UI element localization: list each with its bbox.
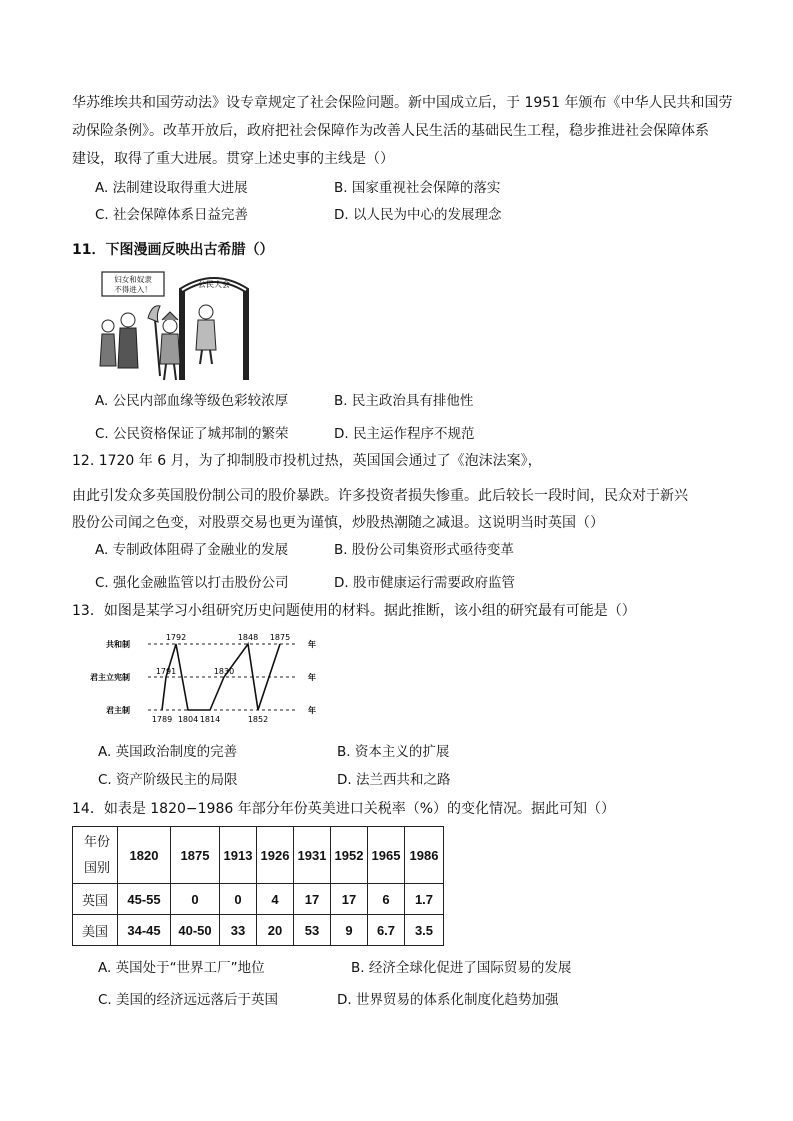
q10-option-d[interactable]: D. 以人民为中心的发展理念 <box>334 207 502 223</box>
q13-option-b[interactable]: B. 资本主义的扩展 <box>337 744 450 760</box>
q10-stem-line1: 华苏维埃共和国劳动法》设专章规定了社会保险问题。新中国成立后，于 1951 年颁布《中华人民共和国劳 <box>72 95 733 111</box>
q14-option-a[interactable]: A. 英国处于“世界工厂”地位 <box>98 960 265 976</box>
table-value-cell: 1.7 <box>405 884 444 915</box>
timeline-year-label: 1791 <box>155 667 177 676</box>
q13-stem: 13．如图是某学习小组研究历史问题使用的材料。据此推断，该小组的研究最有可能是（） <box>72 603 636 619</box>
cartoon-citizen-body <box>196 320 216 350</box>
cartoon-axe-blade <box>148 306 160 322</box>
table-corner-bottom: 国别 <box>83 860 110 875</box>
greek-assembly-cartoon <box>96 268 268 384</box>
table-header-row <box>73 827 444 884</box>
table-value-cell: 6 <box>368 884 405 915</box>
table-year-cell: 1965 <box>368 827 405 884</box>
timeline-year-label: 1814 <box>199 715 221 724</box>
table-year-cell: 1986 <box>405 827 444 884</box>
timeline-year-label: 1852 <box>247 715 269 724</box>
q10-stem-line2: 动保险条例》。改革开放后，政府把社会保障作为改善人民生活的基础民生工程，稳步推进社会保障体系 <box>72 123 709 139</box>
q14-option-c[interactable]: C. 美国的经济远远落后于英国 <box>98 992 279 1008</box>
q10-stem-line3: 建设，取得了重大进展。贯穿上述史事的主线是（） <box>72 151 394 167</box>
table-value-cell: 4 <box>257 884 294 915</box>
timeline-year-suffix: 年 <box>308 673 316 682</box>
q11-option-d[interactable]: D. 民主运作程序不规范 <box>334 426 475 442</box>
timeline-year-label: 1789 <box>151 715 173 724</box>
table-value-cell: 3.5 <box>405 915 444 946</box>
q11-option-c[interactable]: C. 公民资格保证了城邦制的繁荣 <box>95 426 289 442</box>
cartoon-woman-head <box>102 320 114 332</box>
cartoon-woman-body <box>100 334 116 366</box>
table-value-cell: 33 <box>220 915 257 946</box>
q12-option-c[interactable]: C. 强化金融监管以打击股份公司 <box>95 575 289 591</box>
france-regime-timeline <box>90 628 320 732</box>
q13-option-c[interactable]: C. 资产阶级民主的局限 <box>98 772 238 788</box>
timeline-year-label: 1875 <box>269 633 291 642</box>
cartoon-gate-label: 公民大会 <box>198 280 230 289</box>
table-row <box>73 884 444 915</box>
table-country-cell: 英国 <box>73 884 118 915</box>
q12-stem-line3: 股份公司闻之色变，对股票交易也更为谨慎，炒股热潮随之减退。这说明当时英国（） <box>72 515 604 531</box>
table-country-cell: 美国 <box>73 915 118 946</box>
cartoon-guard-helmet <box>162 312 178 320</box>
table-corner-top: 年份 <box>83 834 110 849</box>
q13-option-d[interactable]: D. 法兰西共和之路 <box>337 772 451 788</box>
q14-stem: 14．如表是 1820−1986 年部分年份英美进口关税率（%）的变化情况。据此可知（） <box>72 801 616 817</box>
table-value-cell: 20 <box>257 915 294 946</box>
table-row <box>73 915 444 946</box>
cartoon-slave-body <box>118 328 138 368</box>
q12-stem-line2: 由此引发众多英国股份制公司的股价暴跌。许多投资者损失惨重。此后较长一段时间，民众对于新兴 <box>72 488 688 504</box>
table-value-cell: 17 <box>294 884 331 915</box>
table-value-cell: 0 <box>220 884 257 915</box>
table-value-cell: 17 <box>331 884 368 915</box>
timeline-level-label: 共和制 <box>106 640 130 649</box>
q11-stem: 11．下图漫画反映出古希腊（） <box>72 242 274 258</box>
q12-option-a[interactable]: A. 专制政体阻碍了金融业的发展 <box>95 542 289 558</box>
tariff-table <box>72 826 444 946</box>
table-year-cell: 1913 <box>220 827 257 884</box>
q12-option-b[interactable]: B. 股份公司集资形式亟待变革 <box>334 542 514 558</box>
table-year-cell: 1820 <box>118 827 171 884</box>
cartoon-guard-body <box>160 334 180 364</box>
timeline-year-suffix: 年 <box>308 706 316 715</box>
table-value-cell: 40-50 <box>171 915 220 946</box>
table-corner-cell <box>73 827 118 884</box>
cartoon-sign-text-line2: 不得进入！ <box>114 285 152 294</box>
table-value-cell: 9 <box>331 915 368 946</box>
timeline-year-label: 1792 <box>165 633 187 642</box>
table-year-cell: 1952 <box>331 827 368 884</box>
q10-option-a[interactable]: A. 法制建设取得重大进展 <box>95 180 248 196</box>
table-value-cell: 45-55 <box>118 884 171 915</box>
table-year-cell: 1931 <box>294 827 331 884</box>
cartoon-citizen-head <box>199 305 213 319</box>
timeline-level-label: 君主制 <box>106 706 130 715</box>
q14-option-b[interactable]: B. 经济全球化促进了国际贸易的发展 <box>351 960 572 976</box>
timeline-year-label: 1830 <box>213 667 235 676</box>
timeline-year-label: 1804 <box>177 715 199 724</box>
timeline-level-label: 君主立宪制 <box>90 673 130 682</box>
q10-option-c[interactable]: C. 社会保障体系日益完善 <box>95 207 249 223</box>
table-value-cell: 53 <box>294 915 331 946</box>
table-year-cell: 1926 <box>257 827 294 884</box>
table-value-cell: 6.7 <box>368 915 405 946</box>
table-value-cell: 34-45 <box>118 915 171 946</box>
q13-option-a[interactable]: A. 英国政治制度的完善 <box>98 744 238 760</box>
q12-option-d[interactable]: D. 股市健康运行需要政府监管 <box>334 575 515 591</box>
table-year-cell: 1875 <box>171 827 220 884</box>
q11-option-b[interactable]: B. 民主政治具有排他性 <box>334 393 474 409</box>
cartoon-sign-text-line1: 妇女和奴隶 <box>114 275 152 284</box>
q12-stem-line1: 12. 1720 年 6 月，为了抑制股市投机过热，英国国会通过了《泡沫法案》， <box>72 453 542 469</box>
q10-option-b[interactable]: B. 国家重视社会保障的落实 <box>334 180 501 196</box>
cartoon-slave-head <box>121 313 135 327</box>
timeline-year-suffix: 年 <box>308 640 316 649</box>
table-value-cell: 0 <box>171 884 220 915</box>
cartoon-guard-head <box>163 319 177 333</box>
timeline-year-label: 1848 <box>237 633 259 642</box>
q11-option-a[interactable]: A. 公民内部血缘等级色彩较浓厚 <box>95 393 289 409</box>
q14-option-d[interactable]: D. 世界贸易的体系化制度化趋势加强 <box>337 992 559 1008</box>
